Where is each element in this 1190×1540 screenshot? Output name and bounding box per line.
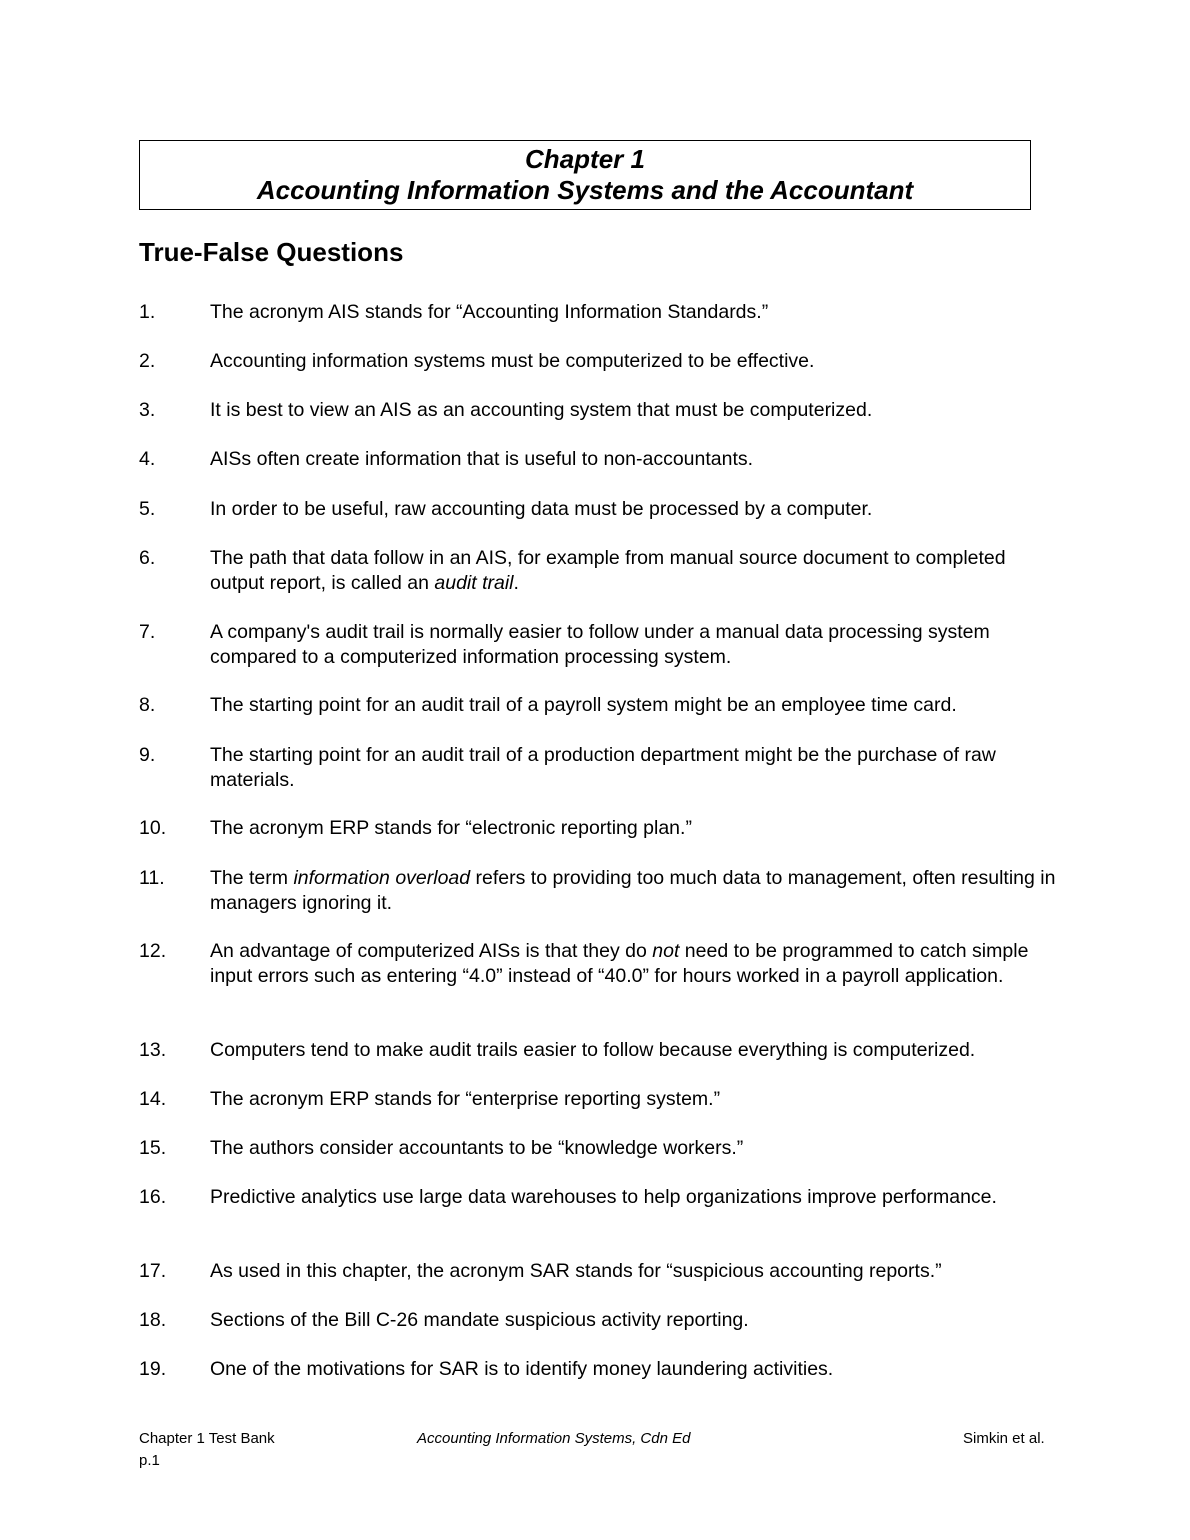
question-text [210, 300, 1059, 325]
question-text-segment: The starting point for an audit trail of a payroll system might be an employee time card. [210, 694, 957, 716]
footer-left [139, 1428, 275, 1472]
question-item [139, 1308, 1059, 1333]
section-heading: True-False Questions [139, 237, 404, 267]
question-item [139, 300, 1059, 325]
question-item [139, 1357, 1059, 1382]
question-text-segment: Computers tend to make audit trails easier to follow because everything is computerized. [210, 1039, 976, 1061]
question-text [210, 816, 1059, 841]
question-number: 17. [139, 1260, 167, 1282]
chapter-number: Chapter 1 [525, 144, 645, 174]
question-text-segment: The starting point for an audit trail of a production department might be the purchase of raw materials. [210, 744, 996, 791]
question-item [139, 349, 1059, 374]
question-number: 3. [139, 399, 156, 421]
question-text [210, 398, 1059, 423]
emphasized-term: information overload [293, 867, 471, 889]
question-item [139, 447, 1059, 472]
question-number: 16. [139, 1186, 167, 1208]
footer-book-title: Accounting Information Systems, Cdn Ed [417, 1430, 691, 1447]
question-text-segment: A company's audit trail is normally easier to follow under a manual data processing system compared to a computerized information processing system. [210, 621, 990, 668]
footer-page-number: p.1 [139, 1452, 160, 1469]
question-number: 4. [139, 448, 156, 470]
question-number: 15. [139, 1137, 167, 1159]
question-number: 11. [139, 867, 165, 889]
question-text-segment: refers to providing too much data to management, often resulting in managers ignoring it. [210, 867, 1056, 914]
footer-test-bank: Chapter 1 Test Bank [139, 1430, 275, 1447]
question-text [210, 939, 1059, 988]
question-text [210, 1357, 1059, 1382]
question-number: 14. [139, 1088, 167, 1110]
chapter-title-box [139, 140, 1031, 210]
question-text-segment: Accounting information systems must be computerized to be effective. [210, 350, 815, 372]
question-text [210, 693, 1059, 718]
question-item [139, 620, 1059, 669]
question-text [210, 866, 1059, 915]
question-text [210, 447, 1059, 472]
question-number: 2. [139, 350, 156, 372]
question-number: 19. [139, 1358, 167, 1380]
question-number: 7. [139, 621, 156, 643]
question-text-segment: The acronym AIS stands for “Accounting Information Standards.” [210, 301, 769, 323]
question-text [210, 1185, 1059, 1210]
question-number: 8. [139, 694, 156, 716]
question-item [139, 816, 1059, 841]
question-text [210, 1087, 1059, 1112]
question-item [139, 1087, 1059, 1112]
question-item [139, 1185, 1059, 1210]
question-text-segment: An advantage of computerized AISs is that they do [210, 940, 653, 962]
question-item [139, 546, 1059, 595]
question-number: 9. [139, 744, 156, 766]
question-text-segment: The authors consider accountants to be “knowledge workers.” [210, 1137, 744, 1159]
question-item [139, 398, 1059, 423]
question-item [139, 743, 1059, 792]
question-item [139, 497, 1059, 522]
question-text-segment: Sections of the Bill C-26 mandate suspicious activity reporting. [210, 1309, 749, 1331]
emphasized-term: not [652, 940, 680, 962]
question-text [210, 1038, 1059, 1063]
question-item [139, 1259, 1059, 1284]
question-item [139, 866, 1059, 915]
question-text-segment: The acronym ERP stands for “enterprise reporting system.” [210, 1088, 721, 1110]
question-item [139, 693, 1059, 718]
question-text-segment: Predictive analytics use large data warehouses to help organizations improve performance. [210, 1186, 997, 1208]
question-text-segment: The path that data follow in an AIS, for example from manual source document to completed output report, is called an [210, 547, 1006, 594]
question-text [210, 1308, 1059, 1333]
question-text-segment: . [513, 571, 519, 594]
question-number: 13. [139, 1039, 167, 1061]
question-text [210, 349, 1059, 374]
question-text-segment: It is best to view an AIS as an accounting system that must be computerized. [210, 399, 873, 421]
question-text-segment: As used in this chapter, the acronym SAR stands for “suspicious accounting reports.” [210, 1260, 942, 1282]
question-text-segment: In order to be useful, raw accounting data must be processed by a computer. [210, 498, 873, 520]
chapter-title: Accounting Information Systems and the Accountant [256, 175, 914, 205]
question-item [139, 1136, 1059, 1161]
question-text [210, 743, 1059, 792]
question-text-segment: AISs often create information that is useful to non-accountants. [210, 448, 754, 470]
question-item [139, 939, 1059, 988]
question-text [210, 1136, 1059, 1161]
question-item [139, 1038, 1059, 1063]
question-text [210, 546, 1059, 595]
question-number: 1. [139, 301, 156, 323]
question-text [210, 1259, 1059, 1284]
question-number: 10. [139, 817, 167, 839]
question-number: 18. [139, 1309, 167, 1331]
question-number: 5. [139, 498, 156, 520]
question-text-segment: The acronym ERP stands for “electronic reporting plan.” [210, 817, 692, 839]
question-number: 6. [139, 547, 156, 569]
question-text-segment: The term [210, 867, 294, 889]
question-text-segment: One of the motivations for SAR is to identify money laundering activities. [210, 1358, 834, 1380]
question-text [210, 620, 1059, 669]
question-text [210, 497, 1059, 522]
question-text-segment: need to be programmed to catch simple input errors such as entering “4.0” instead of “40.0” for hours worked in a payroll application. [210, 940, 1029, 987]
footer-authors: Simkin et al. [963, 1430, 1045, 1447]
question-number: 12. [139, 940, 167, 962]
emphasized-term: audit trail [434, 571, 514, 594]
